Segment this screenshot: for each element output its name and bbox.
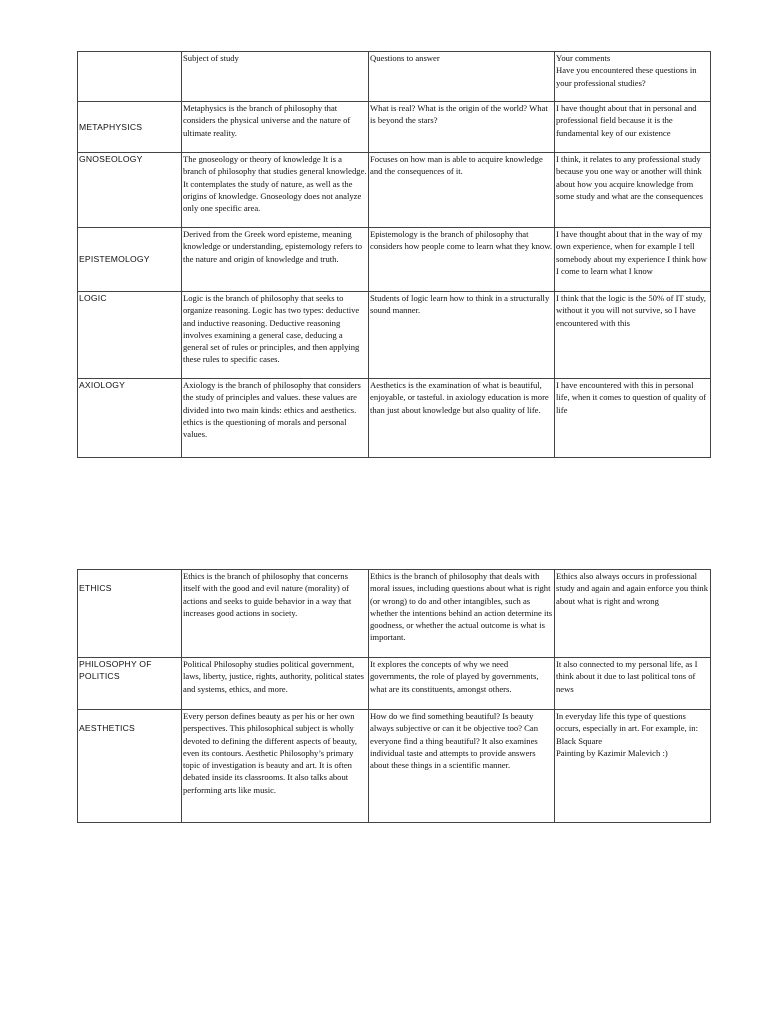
- table-row-aesthetics: [78, 710, 711, 823]
- subject-cell: Every person defines beauty as per his or her own perspectives. This philosophical subject is wholly devoted to defining the different aspects of beauty, even its contours. Aesthetic Philosophy’s primary topic of investigation is beauty and art. It is often debated inside its classrooms. It also talks about performing arts like music.: [182, 710, 369, 823]
- table-row-epistemology: [78, 228, 711, 292]
- subject-cell: Metaphysics is the branch of philosophy that considers the physical universe and the nature of ultimate reality.: [182, 102, 369, 153]
- comments-cell: Ethics also always occurs in professional study and again and again enforce you think about what is right and wrong: [555, 570, 711, 658]
- row-label: ETHICS: [78, 570, 182, 658]
- comments-cell: I think, it relates to any professional study because you one way or another will think about how you acquire knowledge from some study and what are the consequences: [555, 153, 711, 228]
- row-label: AXIOLOGY: [78, 379, 182, 458]
- subject-cell: Ethics is the branch of philosophy that concerns itself with the good and evil nature (morality) of actions and seeks to guide behavior in a way that increases good actions in society.: [182, 570, 369, 658]
- questions-cell: Aesthetics is the examination of what is beautiful, enjoyable, or tasteful. in axiology education is more than just about knowledge but also quality of life.: [369, 379, 555, 458]
- header-subject-of-study: Subject of study: [182, 52, 369, 102]
- questions-cell: Students of logic learn how to think in a structurally sound manner.: [369, 292, 555, 379]
- comments-cell: I have encountered with this in personal life, when it comes to question of quality of life: [555, 379, 711, 458]
- comments-cell: It also connected to my personal life, as I think about it due to last political tons of news: [555, 658, 711, 710]
- subject-cell: Logic is the branch of philosophy that seeks to organize reasoning. Logic has two types: deductive and inductive reasoning. Deductive reasoning involves examining a general case, deducing a general set of rules or principles, and then applying these rules to specific cases.: [182, 292, 369, 379]
- comments-cell: In everyday life this type of questions occurs, especially in art. For example, in: Black Square Painting by Kazimir Malevich :): [555, 710, 711, 823]
- table-row-ethics: [78, 570, 711, 658]
- comments-cell: I think that the logic is the 50% of IT study, without it you will not survive, so I have encountered with this: [555, 292, 711, 379]
- table-row-logic: [78, 292, 711, 379]
- philosophy-table-1: [77, 51, 711, 458]
- table-row-gnoseology: [78, 153, 711, 228]
- questions-cell: What is real? What is the origin of the world? What is beyond the stars?: [369, 102, 555, 153]
- questions-cell: Epistemology is the branch of philosophy that considers how people come to learn what they know.: [369, 228, 555, 292]
- questions-cell: It explores the concepts of why we need governments, the role of played by governments, what are its constituents, amongst others.: [369, 658, 555, 710]
- questions-cell: How do we find something beautiful? Is beauty always subjective or can it be objective too? Can everyone find a thing beautiful? It also examines individual taste and attempts to provide answers about these things in a scientific manner.: [369, 710, 555, 823]
- table-row-axiology: [78, 379, 711, 458]
- header-questions-to-answer: Questions to answer: [369, 52, 555, 102]
- header-your-comments: Your comments Have you encountered these questions in your professional studies?: [555, 52, 711, 102]
- questions-cell: Focuses on how man is able to acquire knowledge and the consequences of it.: [369, 153, 555, 228]
- row-label: METAPHYSICS: [78, 102, 182, 153]
- subject-cell: Axiology is the branch of philosophy that considers the study of principles and values. these values are divided into two main kinds: ethics and aesthetics. ethics is the questioning of morals and personal values.: [182, 379, 369, 458]
- row-label: PHILOSOPHY OF POLITICS: [78, 658, 182, 710]
- subject-cell: The gnoseology or theory of knowledge It is a branch of philosophy that studies general knowledge. It contemplates the study of nature, as well as the origins of knowledge. Gnoseology does not analyze only one specific area.: [182, 153, 369, 228]
- row-label: LOGIC: [78, 292, 182, 379]
- table-row-philosophy-of-politics: [78, 658, 711, 710]
- philosophy-table-2: [77, 569, 711, 823]
- row-label: AESTHETICS: [78, 710, 182, 823]
- subject-cell: Derived from the Greek word episteme, meaning knowledge or understanding, epistemology refers to the nature and origin of knowledge and truth.: [182, 228, 369, 292]
- row-label: GNOSEOLOGY: [78, 153, 182, 228]
- comments-cell: I have thought about that in the way of my own experience, when for example I tell somebody about my experience I think how I come to learn what I know: [555, 228, 711, 292]
- questions-cell: Ethics is the branch of philosophy that deals with moral issues, including questions about what is right (or wrong) to do and other intangibles, such as whether the intentions behind an action determine its goodness, or whether the actual outcome is what is important.: [369, 570, 555, 658]
- table-header-row: [78, 52, 711, 102]
- comments-cell: I have thought about that in personal and professional field because it is the fundamental key of our existence: [555, 102, 711, 153]
- table-row-metaphysics: [78, 102, 711, 153]
- subject-cell: Political Philosophy studies political government, laws, liberty, justice, rights, authority, political states and systems, ethics, and more.: [182, 658, 369, 710]
- row-label: EPISTEMOLOGY: [78, 228, 182, 292]
- header-empty-cell: [78, 52, 182, 102]
